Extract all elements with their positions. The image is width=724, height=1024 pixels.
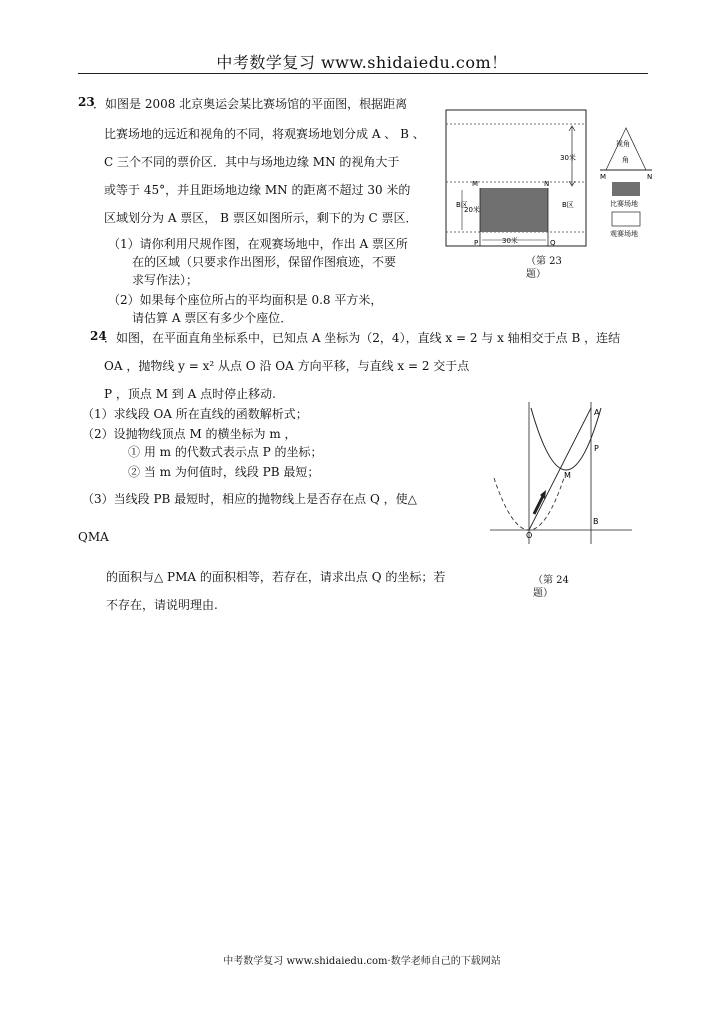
label-O: O: [526, 531, 533, 540]
page-footer: 中考数学复习 www.shidaiedu.com·数学老师自己的下载网站: [223, 956, 501, 967]
legend-field-label: 比赛场地: [610, 200, 638, 208]
q24-line: （3）当线段 PB 最短时，相应的抛物线上是否存在点 Q ，使△: [82, 492, 417, 506]
label-B: B: [593, 517, 599, 526]
q23-line: 请估算 A 票区有多少个座位．: [132, 311, 293, 325]
q23-number: 23: [78, 95, 95, 109]
label-b-left: B区: [456, 201, 468, 209]
figure-24: [486, 398, 636, 548]
q23-line: 在的区域（只要求作出图形，保留作图痕迹，不要: [132, 255, 397, 269]
q24-line: QMA: [78, 530, 109, 544]
label-M: M: [472, 180, 479, 188]
label-b-right: B区: [562, 201, 574, 209]
dim-20: 20米: [464, 206, 480, 214]
q23-line: C 三个不同的票价区．其中与场地边缘 MN 的视角大于: [104, 155, 400, 169]
label-P: P: [474, 239, 479, 247]
segment-OA: [529, 408, 591, 530]
legend-M: M: [600, 173, 607, 181]
q23-line: 求写作法）；: [132, 273, 199, 287]
q23-line: 区域划分为 A 票区， B 票区如图所示，剩下的为 C 票区．: [104, 211, 418, 225]
figure-23-caption: 题）: [526, 269, 546, 280]
q24-line: ① 用 m 的代数式表示点 P 的坐标；: [128, 445, 323, 459]
q23-line: （2）如果每个座位所占的平均面积是 0.8 平方米，: [108, 293, 383, 307]
q24-line: OA ，抛物线 y = x² 从点 O 沿 OA 方向平移，与直线 x = 2 交于点: [104, 359, 470, 373]
label-Q: Q: [550, 239, 556, 247]
q23-line: 或等于 45°，并且距场地边缘 MN 的距离不超过 30 米的: [104, 183, 411, 197]
label-N: N: [544, 180, 550, 188]
q23-line: ．如图是 2008 北京奥运会某比赛场馆的平面图，根据距离: [93, 97, 408, 111]
page-header: 中考数学复习 www.shidaiedu.com！: [216, 53, 508, 72]
legend-stand-label: 观赛场地: [610, 230, 638, 238]
label-P: P: [594, 444, 599, 453]
q24-number: 24: [90, 329, 107, 343]
figure-24-caption: （第 24: [533, 575, 569, 586]
q23-line: 比赛场地的远近和视角的不同，将观赛场地划分成 A 、 B 、: [104, 127, 425, 141]
translated-parabola: [531, 408, 601, 470]
dim-30-horizontal: 30米: [502, 237, 518, 245]
label-M: M: [564, 471, 571, 480]
dim-30-vertical: 30米: [560, 154, 576, 162]
q24-line: ② 当 m 为何值时，线段 PB 最短；: [128, 465, 320, 479]
figure-23-caption: （第 23: [526, 256, 562, 267]
q24-line: ．如图，在平面直角坐标系中，已知点 A 坐标为（2，4），直线 x = 2 与 x 轴相交于点 B ，连结: [104, 331, 621, 345]
q24-line: P ，顶点 M 到 A 点时停止移动.: [104, 387, 276, 401]
label-A: A: [594, 408, 600, 417]
legend-field-swatch: [612, 182, 640, 196]
playing-field: [480, 188, 548, 232]
q24-line: 的面积与△ PMA 的面积相等，若存在，请求出点 Q 的坐标；若: [106, 570, 446, 584]
q23-line: （1）请你利用尺规作图，在观赛场地中，作出 A 票区所: [108, 237, 408, 251]
figure-24-caption: 题）: [533, 588, 553, 599]
legend-N: N: [647, 173, 653, 181]
q24-line: 不存在，请说明理由.: [106, 598, 218, 612]
q24-line: （1）求线段 OA 所在直线的函数解析式；: [82, 407, 308, 421]
legend-angle-label: 视角: [616, 140, 630, 148]
q24-line: （2）设抛物线顶点 M 的横坐标为 m ，: [82, 427, 297, 441]
legend-stand-swatch: [612, 212, 640, 226]
header-rule: [78, 73, 648, 74]
legend-angle-mark: 角: [622, 156, 629, 164]
